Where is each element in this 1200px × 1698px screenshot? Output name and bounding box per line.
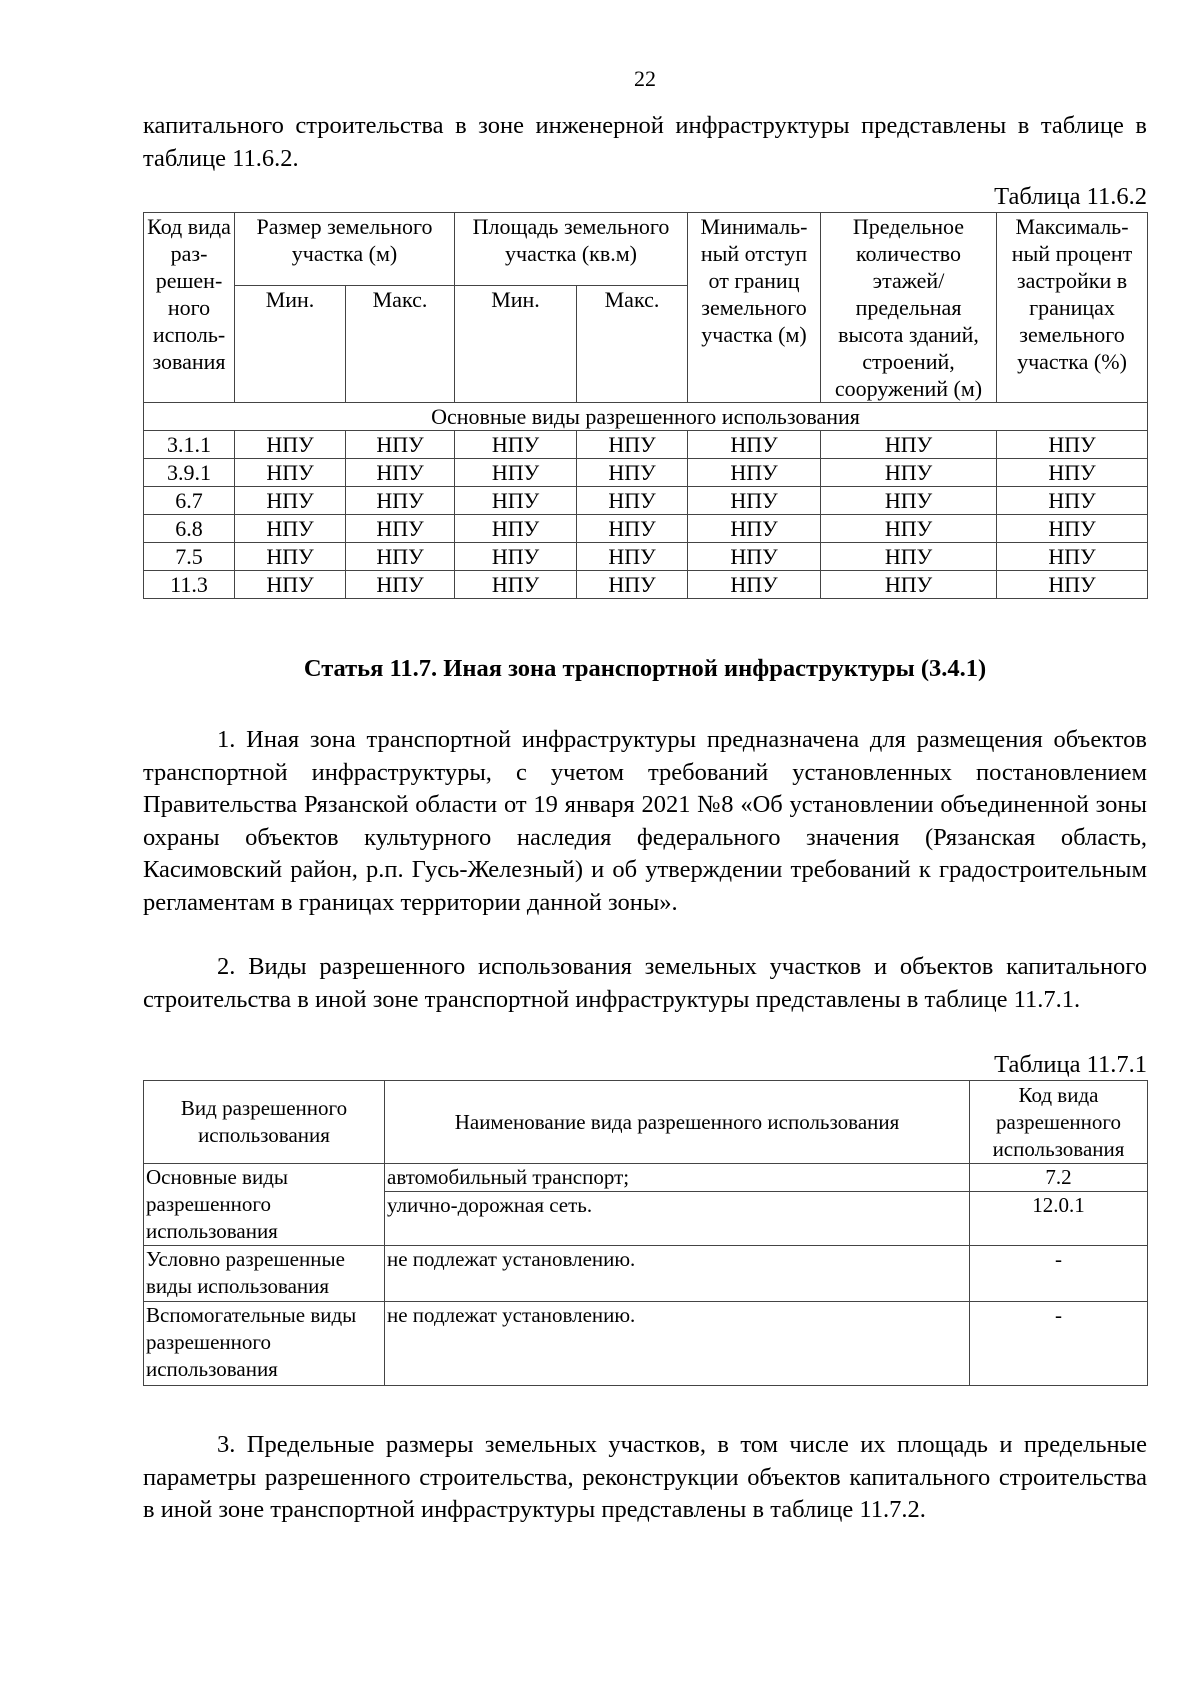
row-value: НПУ bbox=[688, 487, 821, 515]
row-value: НПУ bbox=[821, 487, 997, 515]
item-name: улично-дорожная сеть. bbox=[385, 1192, 970, 1246]
row-value: НПУ bbox=[577, 515, 688, 543]
row-value: НПУ bbox=[821, 543, 997, 571]
row-value: НПУ bbox=[997, 487, 1148, 515]
row-value: НПУ bbox=[821, 431, 997, 459]
table-row bbox=[144, 543, 1148, 571]
row-value: НПУ bbox=[346, 515, 455, 543]
table-caption: Таблица 11.7.1 bbox=[994, 1051, 1147, 1078]
row-value: НПУ bbox=[997, 515, 1148, 543]
row-value: НПУ bbox=[346, 571, 455, 599]
header-coverage: Максималь-ный процент застройки в границах земельного участка (%) bbox=[997, 213, 1148, 403]
row-value: НПУ bbox=[455, 487, 577, 515]
row-value: НПУ bbox=[997, 543, 1148, 571]
row-value: НПУ bbox=[688, 431, 821, 459]
item-name: не подлежат установлению. bbox=[385, 1302, 970, 1386]
row-value: НПУ bbox=[688, 459, 821, 487]
row-value: НПУ bbox=[455, 571, 577, 599]
header-floors: Предельное количество этажей/ предельная высота зданий, строений, сооружений (м) bbox=[821, 213, 997, 403]
row-value: НПУ bbox=[235, 543, 346, 571]
header-kind: Вид разрешенного использования bbox=[144, 1081, 385, 1164]
table-row bbox=[144, 487, 1148, 515]
page-number: 22 bbox=[634, 66, 656, 91]
row-code: 7.5 bbox=[144, 543, 235, 571]
group-label-main: Основные виды разрешенного использования bbox=[144, 1164, 385, 1246]
table-11-6-2 bbox=[143, 212, 1148, 599]
header-plot-area: Площадь земельного участка (кв.м) bbox=[455, 213, 688, 286]
row-value: НПУ bbox=[346, 459, 455, 487]
row-value: НПУ bbox=[577, 543, 688, 571]
group-label-auxiliary: Вспомогательные виды разрешенного использования bbox=[144, 1302, 385, 1386]
row-value: НПУ bbox=[821, 515, 997, 543]
group-label-conditional: Условно разрешенные виды использования bbox=[144, 1246, 385, 1302]
row-value: НПУ bbox=[688, 515, 821, 543]
row-value: НПУ bbox=[688, 543, 821, 571]
row-value: НПУ bbox=[821, 459, 997, 487]
row-value: НПУ bbox=[577, 459, 688, 487]
item-name: не подлежат установлению. bbox=[385, 1246, 970, 1302]
header-plot-size: Размер земельного участка (м) bbox=[235, 213, 455, 286]
row-value: НПУ bbox=[577, 571, 688, 599]
row-value: НПУ bbox=[577, 487, 688, 515]
row-code: 6.7 bbox=[144, 487, 235, 515]
section-label: Основные виды разрешенного использования bbox=[144, 403, 1148, 431]
header-max: Макс. bbox=[346, 286, 455, 403]
header-min: Мин. bbox=[455, 286, 577, 403]
table-11-7-1-block bbox=[143, 1050, 1147, 1386]
row-code: 6.8 bbox=[144, 515, 235, 543]
article-heading: Статья 11.7. Иная зона транспортной инфраструктуры (3.4.1) bbox=[303, 655, 987, 682]
row-value: НПУ bbox=[821, 571, 997, 599]
row-code: 3.1.1 bbox=[144, 431, 235, 459]
item-name: автомобильный транспорт; bbox=[385, 1164, 970, 1192]
item-code: - bbox=[970, 1302, 1148, 1386]
row-value: НПУ bbox=[997, 431, 1148, 459]
header-max: Макс. bbox=[577, 286, 688, 403]
header-indent: Минималь-ный отступ от границ земельного участка (м) bbox=[688, 213, 821, 403]
row-value: НПУ bbox=[235, 571, 346, 599]
row-value: НПУ bbox=[997, 571, 1148, 599]
header-code: Код вида раз-решен-ного исполь-зования bbox=[144, 213, 235, 403]
row-value: НПУ bbox=[455, 459, 577, 487]
row-code: 11.3 bbox=[144, 571, 235, 599]
row-value: НПУ bbox=[346, 431, 455, 459]
row-value: НПУ bbox=[455, 543, 577, 571]
row-value: НПУ bbox=[235, 487, 346, 515]
item-code: 12.0.1 bbox=[970, 1192, 1148, 1246]
header-name: Наименование вида разрешенного использования bbox=[385, 1081, 970, 1164]
table-row bbox=[144, 431, 1148, 459]
row-value: НПУ bbox=[346, 543, 455, 571]
row-value: НПУ bbox=[455, 431, 577, 459]
row-value: НПУ bbox=[688, 571, 821, 599]
row-value: НПУ bbox=[577, 431, 688, 459]
header-min: Мин. bbox=[235, 286, 346, 403]
row-value: НПУ bbox=[997, 459, 1148, 487]
intro-paragraph: капитального строительства в зоне инженерной инфраструктуры представлены в таблице в таблице 11.6.2. bbox=[143, 112, 1147, 172]
table-11-6-2-block bbox=[143, 182, 1147, 599]
table-11-7-1 bbox=[143, 1080, 1148, 1386]
table-row bbox=[144, 515, 1148, 543]
header-code: Код вида разрешенного использования bbox=[970, 1081, 1148, 1164]
row-code: 3.9.1 bbox=[144, 459, 235, 487]
paragraph-2: 2. Виды разрешенного использования земельных участков и объектов капитального строительства в иной зоне транспортной инфраструктуры представлены в таблице 11.7.1. bbox=[143, 953, 1147, 1013]
row-value: НПУ bbox=[346, 487, 455, 515]
paragraph-3: 3. Предельные размеры земельных участков, в том числе их площадь и предельные параметры разрешенного строительства, реконструкции объектов капитального строительства в иной зоне транспортной инфраструктуры представлены в таблице 11.7.2. bbox=[143, 1431, 1147, 1523]
table-caption: Таблица 11.6.2 bbox=[994, 183, 1147, 210]
item-code: 7.2 bbox=[970, 1164, 1148, 1192]
table-row bbox=[144, 459, 1148, 487]
row-value: НПУ bbox=[235, 515, 346, 543]
row-value: НПУ bbox=[235, 431, 346, 459]
row-value: НПУ bbox=[455, 515, 577, 543]
paragraph-1: 1. Иная зона транспортной инфраструктуры предназначена для размещения объектов транспортной инфраструктуры, с учетом требований установленных постановлением Правительства Рязанской области от 19 января 2021 №8 «Об установлении объединенной зоны охраны объектов культурного наследия федерального значения (Рязанская область, Касимовский район, р.п. Гусь-Железный) и об утверждении требований к градостроительным регламентам в границах территории данной зоны». bbox=[143, 726, 1147, 916]
item-code: - bbox=[970, 1246, 1148, 1302]
row-value: НПУ bbox=[235, 459, 346, 487]
table-row bbox=[144, 571, 1148, 599]
